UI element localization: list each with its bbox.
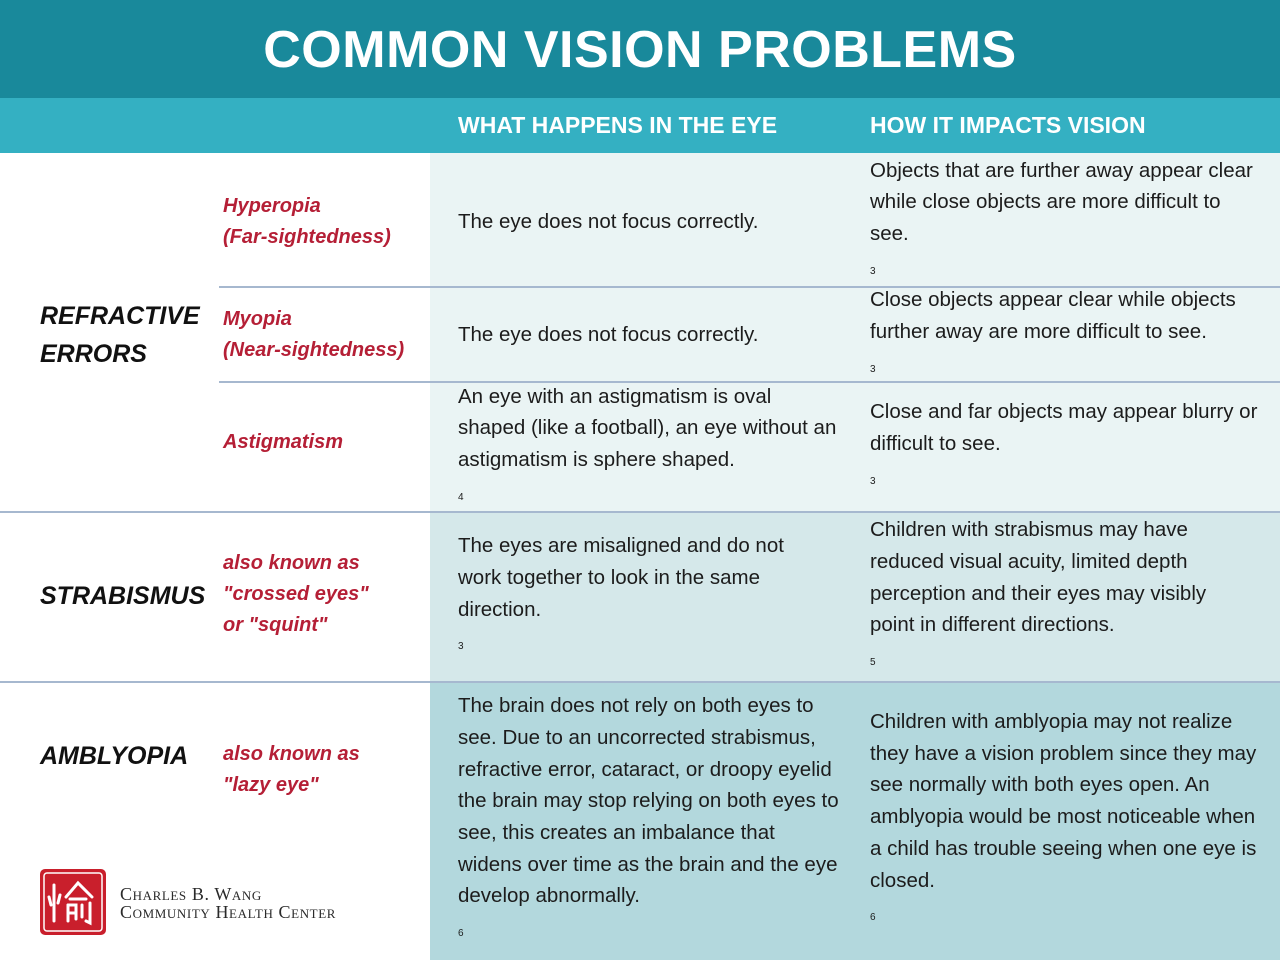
citation-ref: 3	[458, 641, 464, 653]
section-divider	[0, 681, 1280, 683]
category-label-line: REFRACTIVE	[40, 302, 200, 330]
cell-text: Close and far objects may appear blurry or difficult to see.	[870, 400, 1258, 456]
clinic-name-line1: Charles B. Wang	[120, 884, 262, 904]
subtype-astigmatism: Astigmatism	[223, 431, 344, 453]
column-header-eye: WHAT HAPPENS IN THE EYE	[458, 112, 778, 138]
citation-ref: 3	[870, 363, 876, 375]
citation-ref: 6	[870, 912, 876, 924]
aka-line: or "squint"	[223, 614, 328, 636]
cell-text: The brain does not rely on both eyes to see. Due to an uncorrected strabismus, refractive error, cataract, or droopy eyelid the brain may stop relying on both eyes to see, this creates an imbalance that widens over time as the brain and the eye develop abnormally.	[458, 694, 839, 908]
clinic-logo-icon	[40, 869, 106, 935]
aka-line: also known as	[223, 743, 360, 765]
citation-ref: 4	[458, 491, 464, 503]
column-header-impact: HOW IT IMPACTS VISION	[870, 112, 1146, 138]
citation-ref: 5	[870, 657, 876, 669]
clinic-logo-mark	[40, 869, 106, 935]
citation-ref: 3	[870, 265, 876, 277]
cell-astigmatism-eye	[458, 385, 838, 509]
cell-hyperopia-impact	[870, 158, 1255, 284]
cell-text: An eye with an astigmatism is oval shaped (like a football), an eye without an astigmatism is sphere shaped.	[458, 384, 837, 471]
cell-text: Close objects appear clear while objects further away are more difficult to see.	[870, 288, 1236, 344]
subtype-label-line: Hyperopia	[223, 195, 321, 217]
cell-myopia-eye	[458, 291, 830, 379]
strabismus-aka	[223, 548, 369, 641]
cell-amblyopia-eye	[458, 692, 844, 948]
cell-amblyopia-impact	[870, 692, 1265, 948]
clinic-name-line2: Community Health Center	[120, 902, 337, 922]
category-label-line: ERRORS	[40, 340, 147, 368]
page-title: COMMON VISION PROBLEMS	[263, 21, 1017, 79]
aka-line: "crossed eyes"	[223, 583, 369, 605]
cell-strabismus-impact	[870, 515, 1242, 678]
aka-line: also known as	[223, 552, 360, 574]
cell-text: Children with strabismus may have reduced visual acuity, limited depth perception and their eyes may visibly point in different directions.	[870, 518, 1207, 637]
cell-text: Children with amblyopia may not realize they have a vision problem since they may see normally with both eyes open. An amblyopia would be most noticeable when a child has trouble seeing when one eye is closed.	[870, 710, 1257, 892]
amblyopia-aka	[223, 739, 360, 801]
subtype-label-line: (Near-sightedness)	[223, 339, 405, 361]
cell-text: The eye does not focus correctly.	[458, 210, 759, 234]
subtype-hyperopia	[223, 191, 391, 253]
subtype-label-line: (Far-sightedness)	[223, 226, 391, 248]
category-amblyopia: AMBLYOPIA	[40, 742, 189, 770]
subtype-myopia	[223, 304, 404, 366]
category-strabismus: STRABISMUS	[40, 582, 206, 610]
cell-strabismus-eye	[458, 515, 818, 678]
subtype-label-line: Myopia	[223, 308, 292, 330]
aka-line: "lazy eye"	[223, 774, 319, 796]
cell-text: Objects that are further away appear clear while close objects are more difficult to see.	[870, 158, 1253, 245]
category-refractive-errors	[40, 297, 200, 373]
citation-ref: 6	[458, 928, 464, 940]
cell-hyperopia-eye	[458, 172, 830, 272]
cell-text: The eye does not focus correctly.	[458, 323, 759, 347]
cell-astigmatism-impact	[870, 385, 1265, 509]
cell-text: The eyes are misaligned and do not work together to look in the same direction.	[458, 534, 784, 621]
citation-ref: 3	[870, 475, 876, 487]
cell-myopia-impact	[870, 288, 1265, 379]
